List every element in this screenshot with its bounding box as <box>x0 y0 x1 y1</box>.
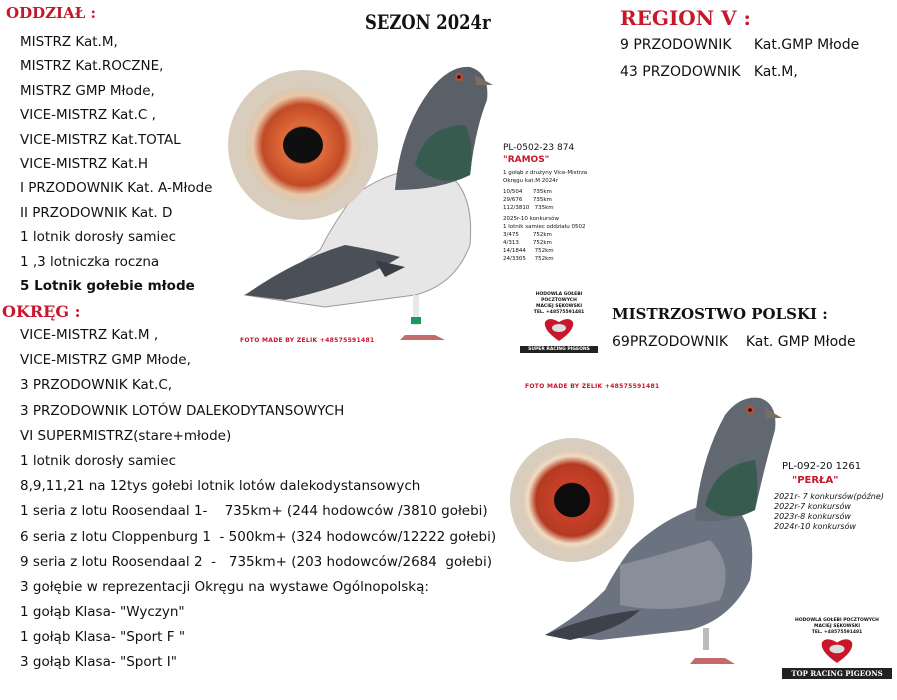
oddzial-item: VICE-MISTRZ Kat.TOTAL <box>20 131 181 148</box>
oddzial-item: MISTRZ Kat.ROCZNE, <box>20 58 164 75</box>
perla-name: "PERŁA" <box>792 475 839 486</box>
ramos-note: 2025r-10 konkursów <box>503 216 559 222</box>
oddzial-item: I PRZODOWNIK Kat. A-Młode <box>20 180 213 197</box>
breeder-logo <box>520 292 598 353</box>
logo-text: TEL. +48575591481 <box>533 310 585 315</box>
perla-line: 2021r- 7 konkursów(późne) <box>774 492 884 501</box>
ramos-result: 29/676 735km <box>503 197 552 203</box>
oddzial-item: MISTRZ Kat.M, <box>20 34 118 50</box>
perla-ring: PL-092-20 1261 <box>782 461 862 472</box>
ramos-result: 10/504 735km <box>503 189 552 195</box>
okreg-item: 3 PRZODOWNIK LOTÓW DALEKODYTANSOWYCH <box>20 402 345 419</box>
oddzial-item: MISTRZ GMP Młode, <box>20 82 155 99</box>
perla-line: 2024r-10 konkursów <box>774 522 857 531</box>
okreg-item: 1 gołąb Klasa- "Wyczyn" <box>20 604 185 621</box>
ramos-ring: PL-0502-23 874 <box>503 143 575 153</box>
okreg-item: 3 gołąb Klasa- "Sport I" <box>20 654 177 671</box>
breeder-logo <box>782 618 892 679</box>
ramos-result: 3/475 752km <box>503 232 552 238</box>
okreg-item: 9 seria z lotu Roosendaal 2 - 735km+ (203 hodowców/2684 gołebi) <box>20 553 492 570</box>
perla-line: 2022r-7 konkursów <box>774 502 851 511</box>
perla-lines <box>774 492 884 532</box>
mistrzostwo-item: 69PRZODOWNIK Kat. GMP Młode <box>612 334 856 350</box>
okreg-item: 6 seria z lotu Cloppenburg 1 - 500km+ (324 hodowców/12222 gołebi) <box>20 528 497 545</box>
logo-text: TEL. +48575591481 <box>811 630 863 635</box>
mistrzostwo-heading: MISTRZOSTWO POLSKI : <box>612 305 828 323</box>
logo-text: HODOWLA GOŁEBI POCZTOWYCH <box>795 618 879 623</box>
pigeon-ramos-photo <box>225 45 510 345</box>
oddzial-item: 1 ,3 lotniczka roczna <box>20 253 160 270</box>
logo-text: MACIEJ SĘKOWSKI <box>535 304 583 309</box>
ramos-result: 14/1844 752km <box>503 248 554 254</box>
okreg-item: 3 gołębie w reprezentacji Okręgu na wystawe Ogólnopolską: <box>20 578 429 595</box>
okreg-heading: OKRĘG : <box>2 302 81 321</box>
heart-pigeon-icon <box>541 316 577 342</box>
heart-pigeon-icon <box>816 636 858 664</box>
logo-bar: SUPER RACING PIGEONS <box>520 346 598 353</box>
okreg-item: VICE-MISTRZ GMP Młode, <box>20 352 191 369</box>
ramos-note: 1 lotnik samiec oddziału 0502 <box>503 224 586 230</box>
perla-info <box>782 461 861 486</box>
okreg-item: 1 gołąb Klasa- "Sport F " <box>20 629 186 646</box>
perla-line: 2023r-8 konkursów <box>774 512 851 521</box>
oddzial-heading: ODDZIAŁ : <box>6 4 97 22</box>
ramos-result: 112/3810 735km <box>503 205 554 211</box>
photo-credit: FOTO MADE BY ZELIK +48575591481 <box>240 337 375 344</box>
region-item: 43 PRZODOWNIK Kat.M, <box>620 64 798 80</box>
pigeon-perla-photo <box>510 390 785 675</box>
oddzial-list <box>20 30 212 298</box>
ramos-info <box>503 143 587 263</box>
okreg-item: VICE-MISTRZ Kat.M , <box>20 327 159 343</box>
ramos-result: 4/313 752km <box>503 240 552 246</box>
oddzial-item: 1 lotnik dorosły samiec <box>20 229 177 246</box>
ramos-name: "RAMOS" <box>503 155 550 165</box>
ramos-note: Okręgu kat.M 2024r <box>503 178 558 184</box>
logo-bar: TOP RACING PIGEONS <box>782 668 892 679</box>
photo-credit: FOTO MADE BY ZELIK +48575591481 <box>525 383 660 390</box>
okreg-item: 1 seria z lotu Roosendaal 1- 735km+ (244 hodowców /3810 gołebi) <box>20 503 488 520</box>
oddzial-item: 5 Lotnik gołebie młode <box>20 277 195 294</box>
oddzial-item: VICE-MISTRZ Kat.C , <box>20 107 156 124</box>
oddzial-item: II PRZODOWNIK Kat. D <box>20 204 173 221</box>
ramos-result: 24/3305 752km <box>503 256 554 262</box>
okreg-item: VI SUPERMISTRZ(stare+młode) <box>20 427 232 444</box>
okreg-item: 8,9,11,21 na 12tys gołebi lotnik lotów dalekodystansowych <box>20 478 421 495</box>
ramos-note: 1 gołąb z drużyny Vice-Mistrza <box>503 170 588 176</box>
logo-text: HODOWLA GOŁEBI POCZTOWYCH <box>535 292 583 303</box>
okreg-item: 1 lotnik dorosły samiec <box>20 452 177 469</box>
okreg-item: 3 PRZODOWNIK Kat.C, <box>20 377 173 394</box>
sezon-heading: SEZON 2024r <box>365 10 491 34</box>
logo-text: MACIEJ SĘKOWSKI <box>813 624 861 629</box>
region-item: 9 PRZODOWNIK Kat.GMP Młode <box>620 37 860 53</box>
region-heading: REGION V : <box>620 6 751 30</box>
oddzial-item: VICE-MISTRZ Kat.H <box>20 155 149 172</box>
okreg-list <box>20 323 496 676</box>
